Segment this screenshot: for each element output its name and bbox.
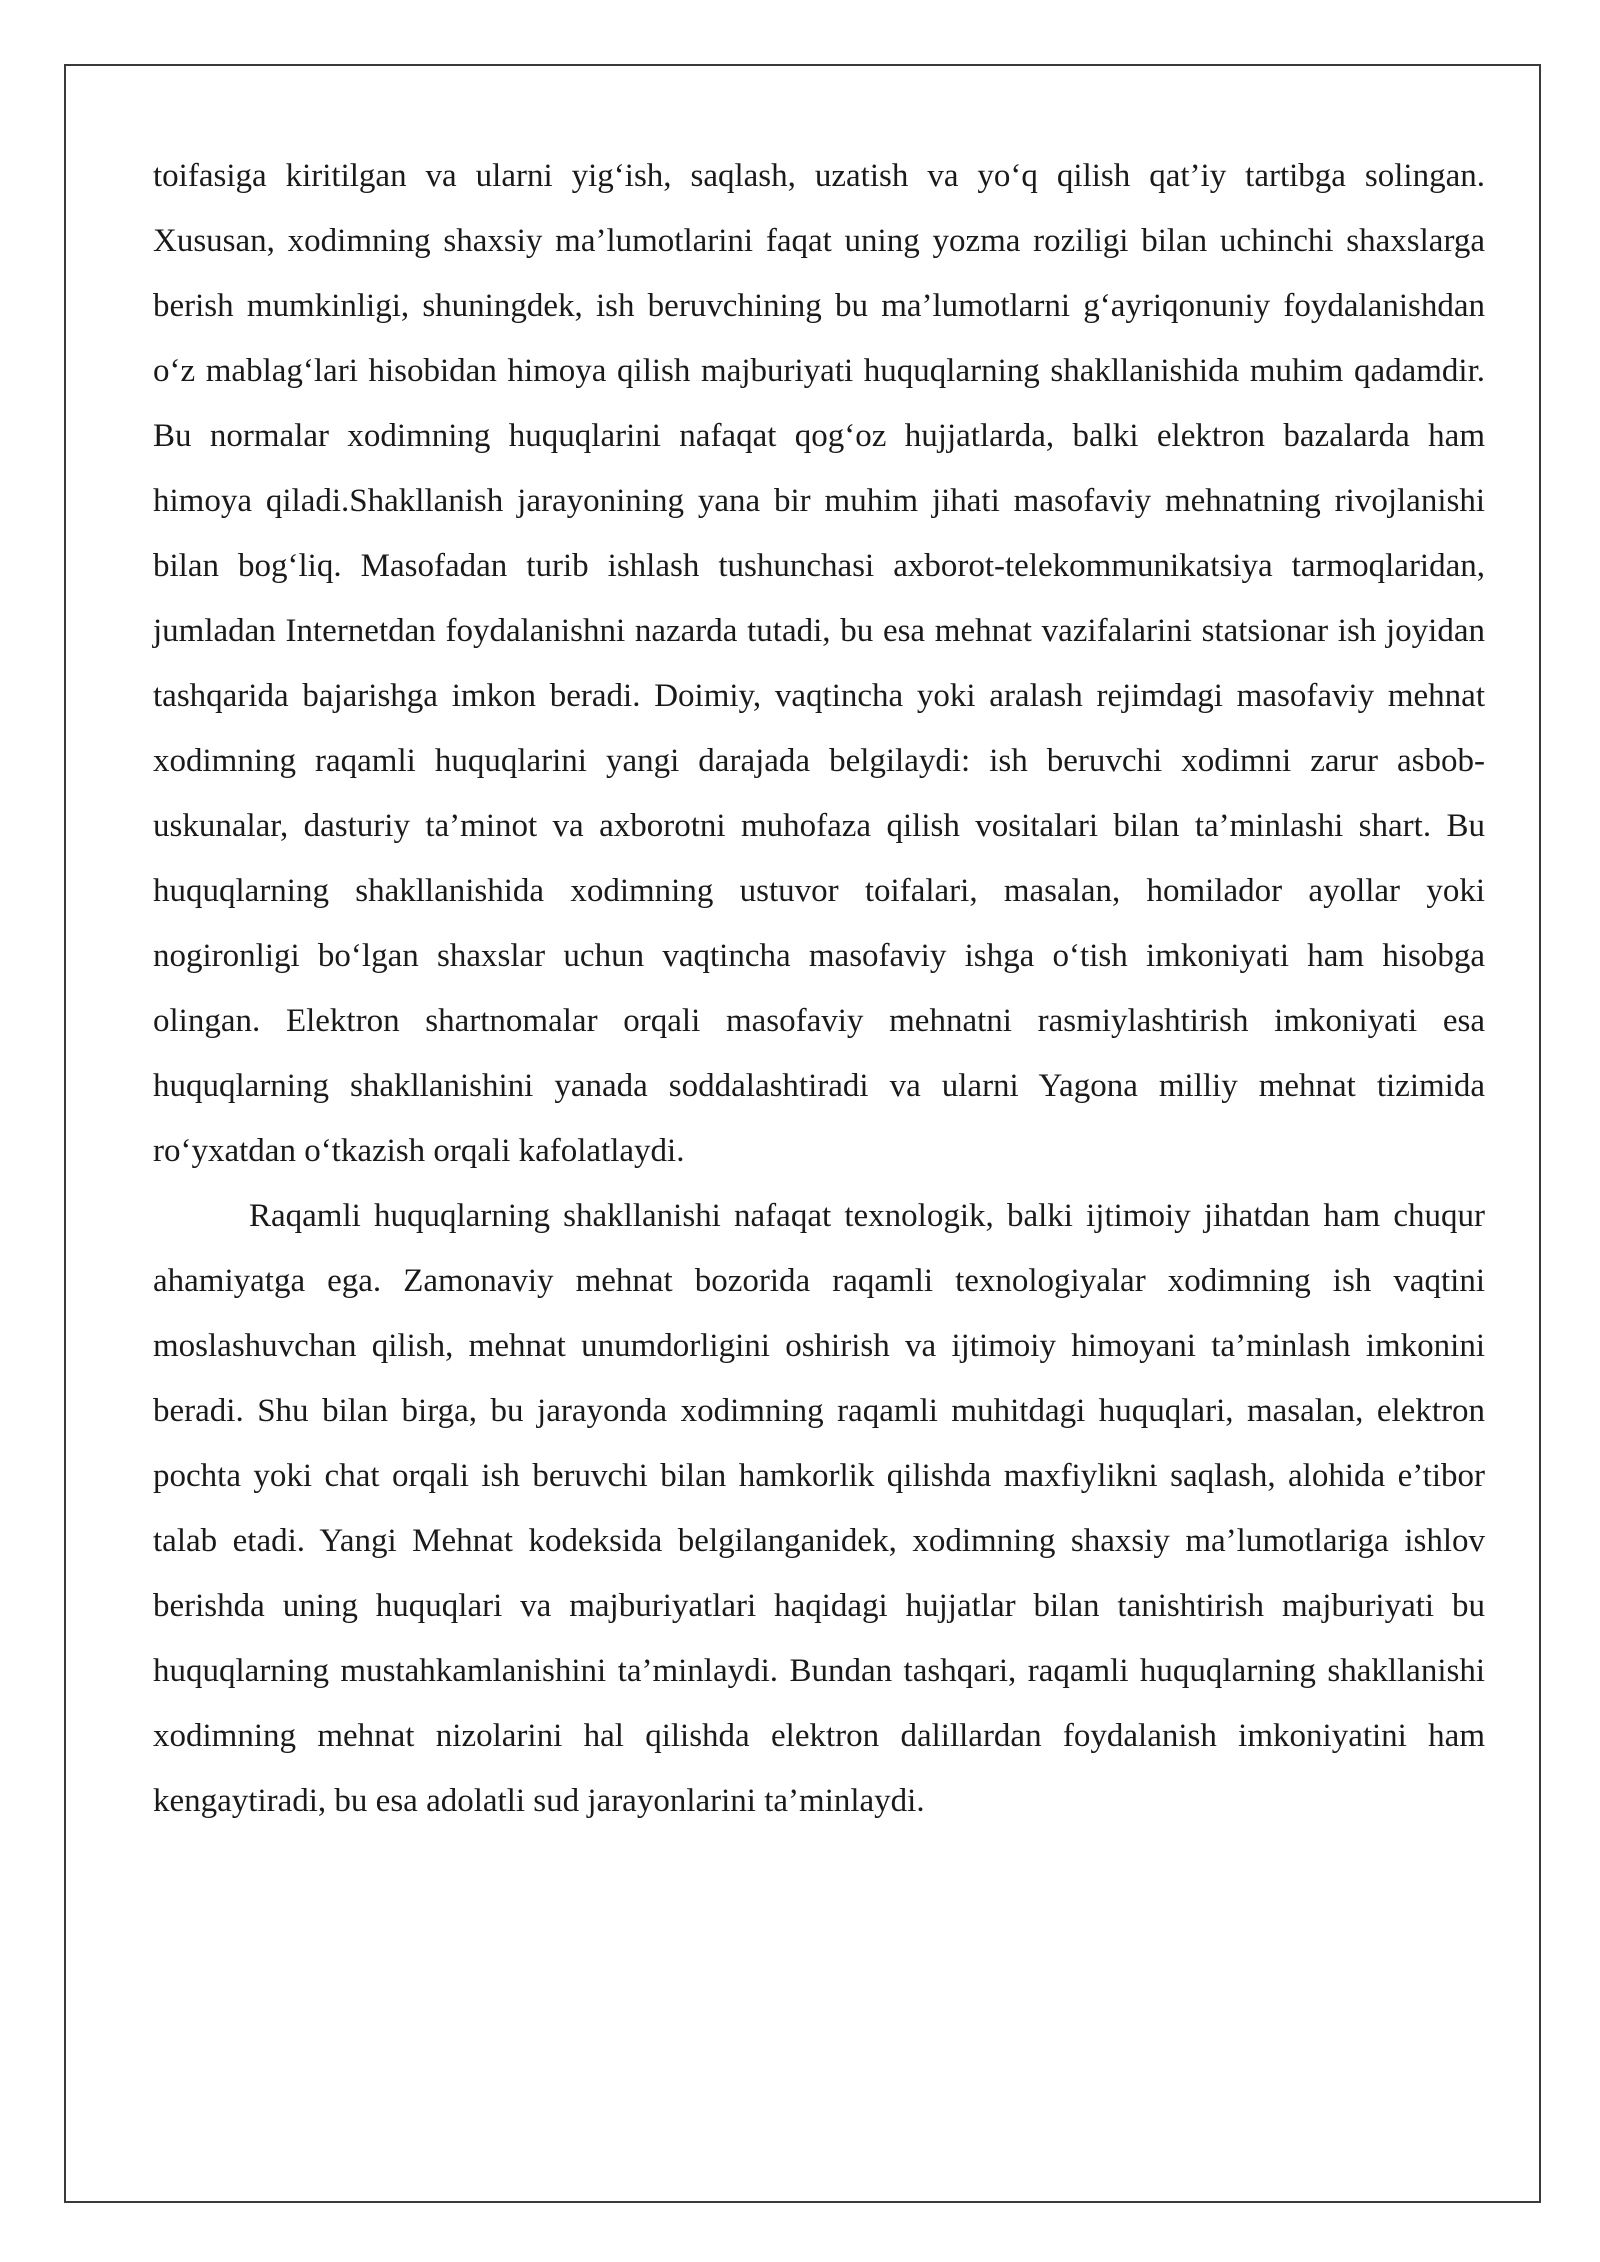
document-body	[153, 144, 1485, 1834]
paragraph-2: Raqamli huquqlarning shakllanishi nafaqat texnologik, balki ijtimoiy jihatdan ham chuqur ahamiyatga ega. Zamonaviy mehnat bozorida raqamli texnologiyalar xodimning ish vaqtini moslashuvchan qilish, mehnat unumdorligini oshirish va ijtimoiy himoyani ta’minlash imkonini beradi. Shu bilan birga, bu jarayonda xodimning raqamli muhitdagi huquqlari, masalan, elektron pochta yoki chat orqali ish beruvchi bilan hamkorlik qilishda maxfiylikni saqlash, alohida e’tibor talab etadi. Yangi Mehnat kodeksida belgilanganidek, xodimning shaxsiy ma’lumotlariga ishlov berishda uning huquqlari va majburiyatlari haqidagi hujjatlar bilan tanishtirish majburiyati bu huquqlarning mustahkamlanishini ta’minlaydi. Bundan tashqari, raqamli huquqlarning shakllanishi xodimning mehnat nizolarini hal qilishda elektron dalillardan foydalanish imkoniyatini ham kengaytiradi, bu esa adolatli sud jarayonlarini ta’minlaydi.	[153, 1198, 1485, 1819]
paragraph-1: toifasiga kiritilgan va ularni yig‘ish, saqlash, uzatish va yo‘q qilish qat’iy tartibga solingan. Xususan, xodimning shaxsiy ma’lumotlarini faqat uning yozma roziligi bilan uchinchi shaxslarga berish mumkinligi, shuningdek, ish beruvchining bu ma’lumotlarni g‘ayriqonuniy foydalanishdan o‘z mablag‘lari hisobidan himoya qilish majburiyati huquqlarning shakllanishida muhim qadamdir. Bu normalar xodimning huquqlarini nafaqat qog‘oz hujjatlarda, balki elektron bazalarda ham himoya qiladi.Shakllanish jarayonining yana bir muhim jihati masofaviy mehnatning rivojlanishi bilan bog‘liq. Masofadan turib ishlash tushunchasi axborot-telekommunikatsiya tarmoqlaridan, jumladan Internetdan foydalanishni nazarda tutadi, bu esa mehnat vazifalarini statsionar ish joyidan tashqarida bajarishga imkon beradi. Doimiy, vaqtincha yoki aralash rejimdagi masofaviy mehnat xodimning raqamli huquqlarini yangi darajada belgilaydi: ish beruvchi xodimni zarur asbob-uskunalar, dasturiy ta’minot va axborotni muhofaza qilish vositalari bilan ta’minlashi shart. Bu huquqlarning shakllanishida xodimning ustuvor toifalari, masalan, homilador ayollar yoki nogironligi bo‘lgan shaxslar uchun vaqtincha masofaviy ishga o‘tish imkoniyati ham hisobga olingan. Elektron shartnomalar orqali masofaviy mehnatni rasmiylashtirish imkoniyati esa huquqlarning shakllanishini yanada soddalashtiradi va ularni Yagona milliy mehnat tizimida ro‘yxatdan o‘tkazish orqali kafolatlaydi.	[153, 158, 1485, 1169]
